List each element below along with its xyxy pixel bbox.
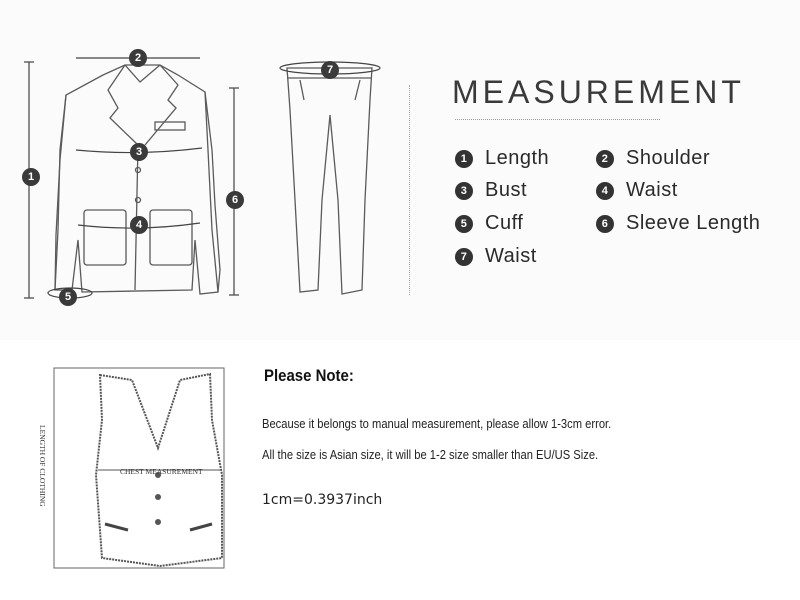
- legend-label: Waist: [626, 179, 678, 201]
- vertical-divider: [409, 85, 410, 295]
- legend-item-cuff: [455, 212, 523, 235]
- svg-text:5: 5: [64, 291, 72, 303]
- legend-number: 4: [596, 182, 614, 200]
- svg-text:3: 3: [135, 146, 143, 158]
- legend-label: Length: [485, 147, 550, 169]
- note-line-error: Because it belongs to manual measurement, please allow 1-3cm error.: [262, 416, 612, 431]
- unit-conversion: 1cm=0.3937inch: [262, 492, 383, 508]
- legend-item-shoulder: [596, 147, 710, 170]
- marker-2: [129, 49, 147, 67]
- legend-label: Cuff: [485, 212, 524, 234]
- legend-number: 2: [596, 150, 614, 168]
- vest-chest-label: CHEST MEASUREMENT: [120, 467, 203, 476]
- legend-number: 5: [455, 215, 473, 233]
- legend-label: Waist: [485, 245, 537, 267]
- legend-item-sleeve-length: [596, 212, 760, 235]
- marker-3: [130, 143, 148, 161]
- svg-text:1: 1: [27, 171, 35, 183]
- legend-number: 6: [596, 215, 614, 233]
- vest-length-label: LENGTH OF CLOTHING: [38, 425, 47, 507]
- marker-7: [321, 61, 339, 79]
- legend-item-bust: [455, 179, 527, 202]
- legend-item-pants-waist: [455, 245, 537, 268]
- svg-text:7: 7: [326, 64, 334, 76]
- svg-text:2: 2: [134, 52, 142, 64]
- page-title: MEASUREMENT: [452, 74, 745, 110]
- legend-label: Bust: [485, 179, 528, 201]
- note-title: Please Note:: [264, 366, 354, 385]
- jacket-illustration: [55, 65, 220, 294]
- marker-5: [59, 288, 77, 306]
- svg-text:4: 4: [135, 219, 143, 231]
- pants-illustration: [287, 68, 372, 294]
- legend-item-waist: [596, 179, 678, 202]
- legend-number: 3: [455, 182, 473, 200]
- title-underline: [455, 119, 660, 120]
- svg-text:6: 6: [231, 194, 239, 206]
- marker-6: [226, 191, 244, 209]
- vest-illustration: [38, 368, 224, 568]
- legend-number: 1: [455, 150, 473, 168]
- legend-label: Sleeve Length: [626, 212, 761, 234]
- marker-1: [22, 168, 40, 186]
- marker-4: [130, 216, 148, 234]
- legend-label: Shoulder: [626, 147, 711, 169]
- legend-item-length: [455, 147, 549, 170]
- legend-number: 7: [455, 248, 473, 266]
- note-line-size: All the size is Asian size, it will be 1-2 size smaller than EU/US Size.: [262, 447, 599, 462]
